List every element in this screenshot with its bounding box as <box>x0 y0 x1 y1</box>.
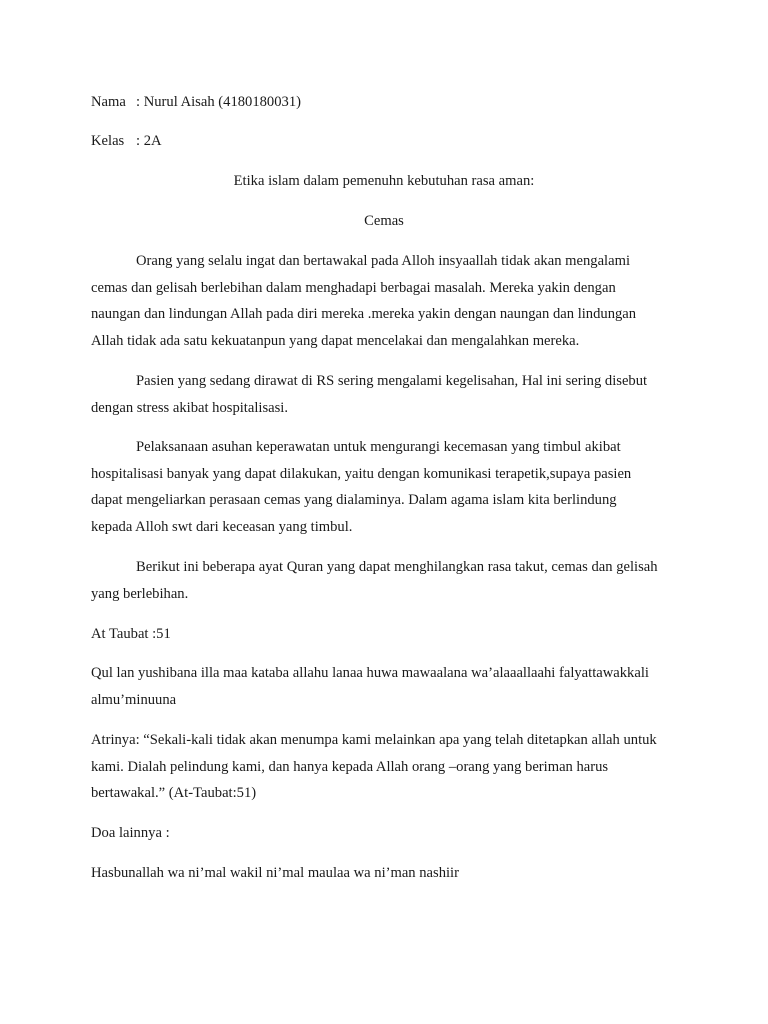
paragraph-2-line-1: Pasien yang sedang dirawat di RS sering mengalami kegelisahan, Hal ini sering disebut <box>136 373 648 389</box>
name-value: : Nurul Aisah (4180180031) <box>136 94 301 110</box>
paragraph-1-line-3: naungan dan lindungan Allah pada diri mereka .mereka yakin dengan naungan dan lindungan <box>91 306 637 322</box>
other-prayer-label: Doa lainnya : <box>91 825 170 841</box>
name-label: Nama <box>91 94 126 110</box>
paragraph-3-line-3: dapat mengeliarkan perasaan cemas yang dialaminya. Dalam agama islam kita berlindung <box>91 492 617 508</box>
paragraph-4-line-1: Berikut ini beberapa ayat Quran yang dapat menghilangkan rasa takut, cemas dan gelisah <box>136 559 658 575</box>
paragraph-3-line-1: Pelaksanaan asuhan keperawatan untuk mengurangi kecemasan yang timbul akibat <box>136 439 621 455</box>
verse-translation-line-2: kami. Dialah pelindung kami, dan hanya kepada Allah orang –orang yang beriman harus <box>91 759 609 775</box>
verse-arabic-line-2: almu’minuuna <box>91 692 177 708</box>
other-prayer-text: Hasbunallah wa ni’mal wakil ni’mal maulaa wa ni’man nashiir <box>91 865 459 881</box>
paragraph-2-line-2: dengan stress akibat hospitalisasi. <box>91 400 288 416</box>
verse-translation-line-3: bertawakal.” (At-Taubat:51) <box>91 785 257 801</box>
name-line <box>91 94 301 111</box>
document-title: Etika islam dalam pemenuhn kebutuhan rasa aman: <box>233 173 535 189</box>
paragraph-3-line-2: hospitalisasi banyak yang dapat dilakukan, yaitu dengan komunikasi terapetik,supaya pasien <box>91 466 632 482</box>
class-label: Kelas <box>91 133 125 149</box>
paragraph-1-line-2: cemas dan gelisah berlebihan dalam menghadapi berbagai masalah. Mereka yakin dengan <box>91 280 616 296</box>
verse-arabic-line-1: Qul lan yushibana illa maa kataba allahu lanaa huwa mawaalana wa’alaaallaahi falyattawakkali <box>91 665 649 681</box>
class-line <box>91 133 162 150</box>
section-heading: Cemas <box>364 213 404 229</box>
class-value: : 2A <box>136 133 162 149</box>
paragraph-1-line-4: Allah tidak ada satu kekuatanpun yang dapat mencelakai dan mengalahkan mereka. <box>91 333 580 349</box>
paragraph-1-line-1: Orang yang selalu ingat dan bertawakal pada Alloh insyaallah tidak akan mengalami <box>136 253 630 269</box>
paragraph-3-line-4: kepada Alloh swt dari keceasan yang timbul. <box>91 519 353 535</box>
verse-reference: At Taubat :51 <box>91 626 171 642</box>
paragraph-4-line-2: yang berlebihan. <box>91 586 189 602</box>
verse-translation-line-1: Atrinya: “Sekali-kali tidak akan menumpa kami melainkan apa yang telah ditetapkan allah untuk <box>91 732 657 748</box>
